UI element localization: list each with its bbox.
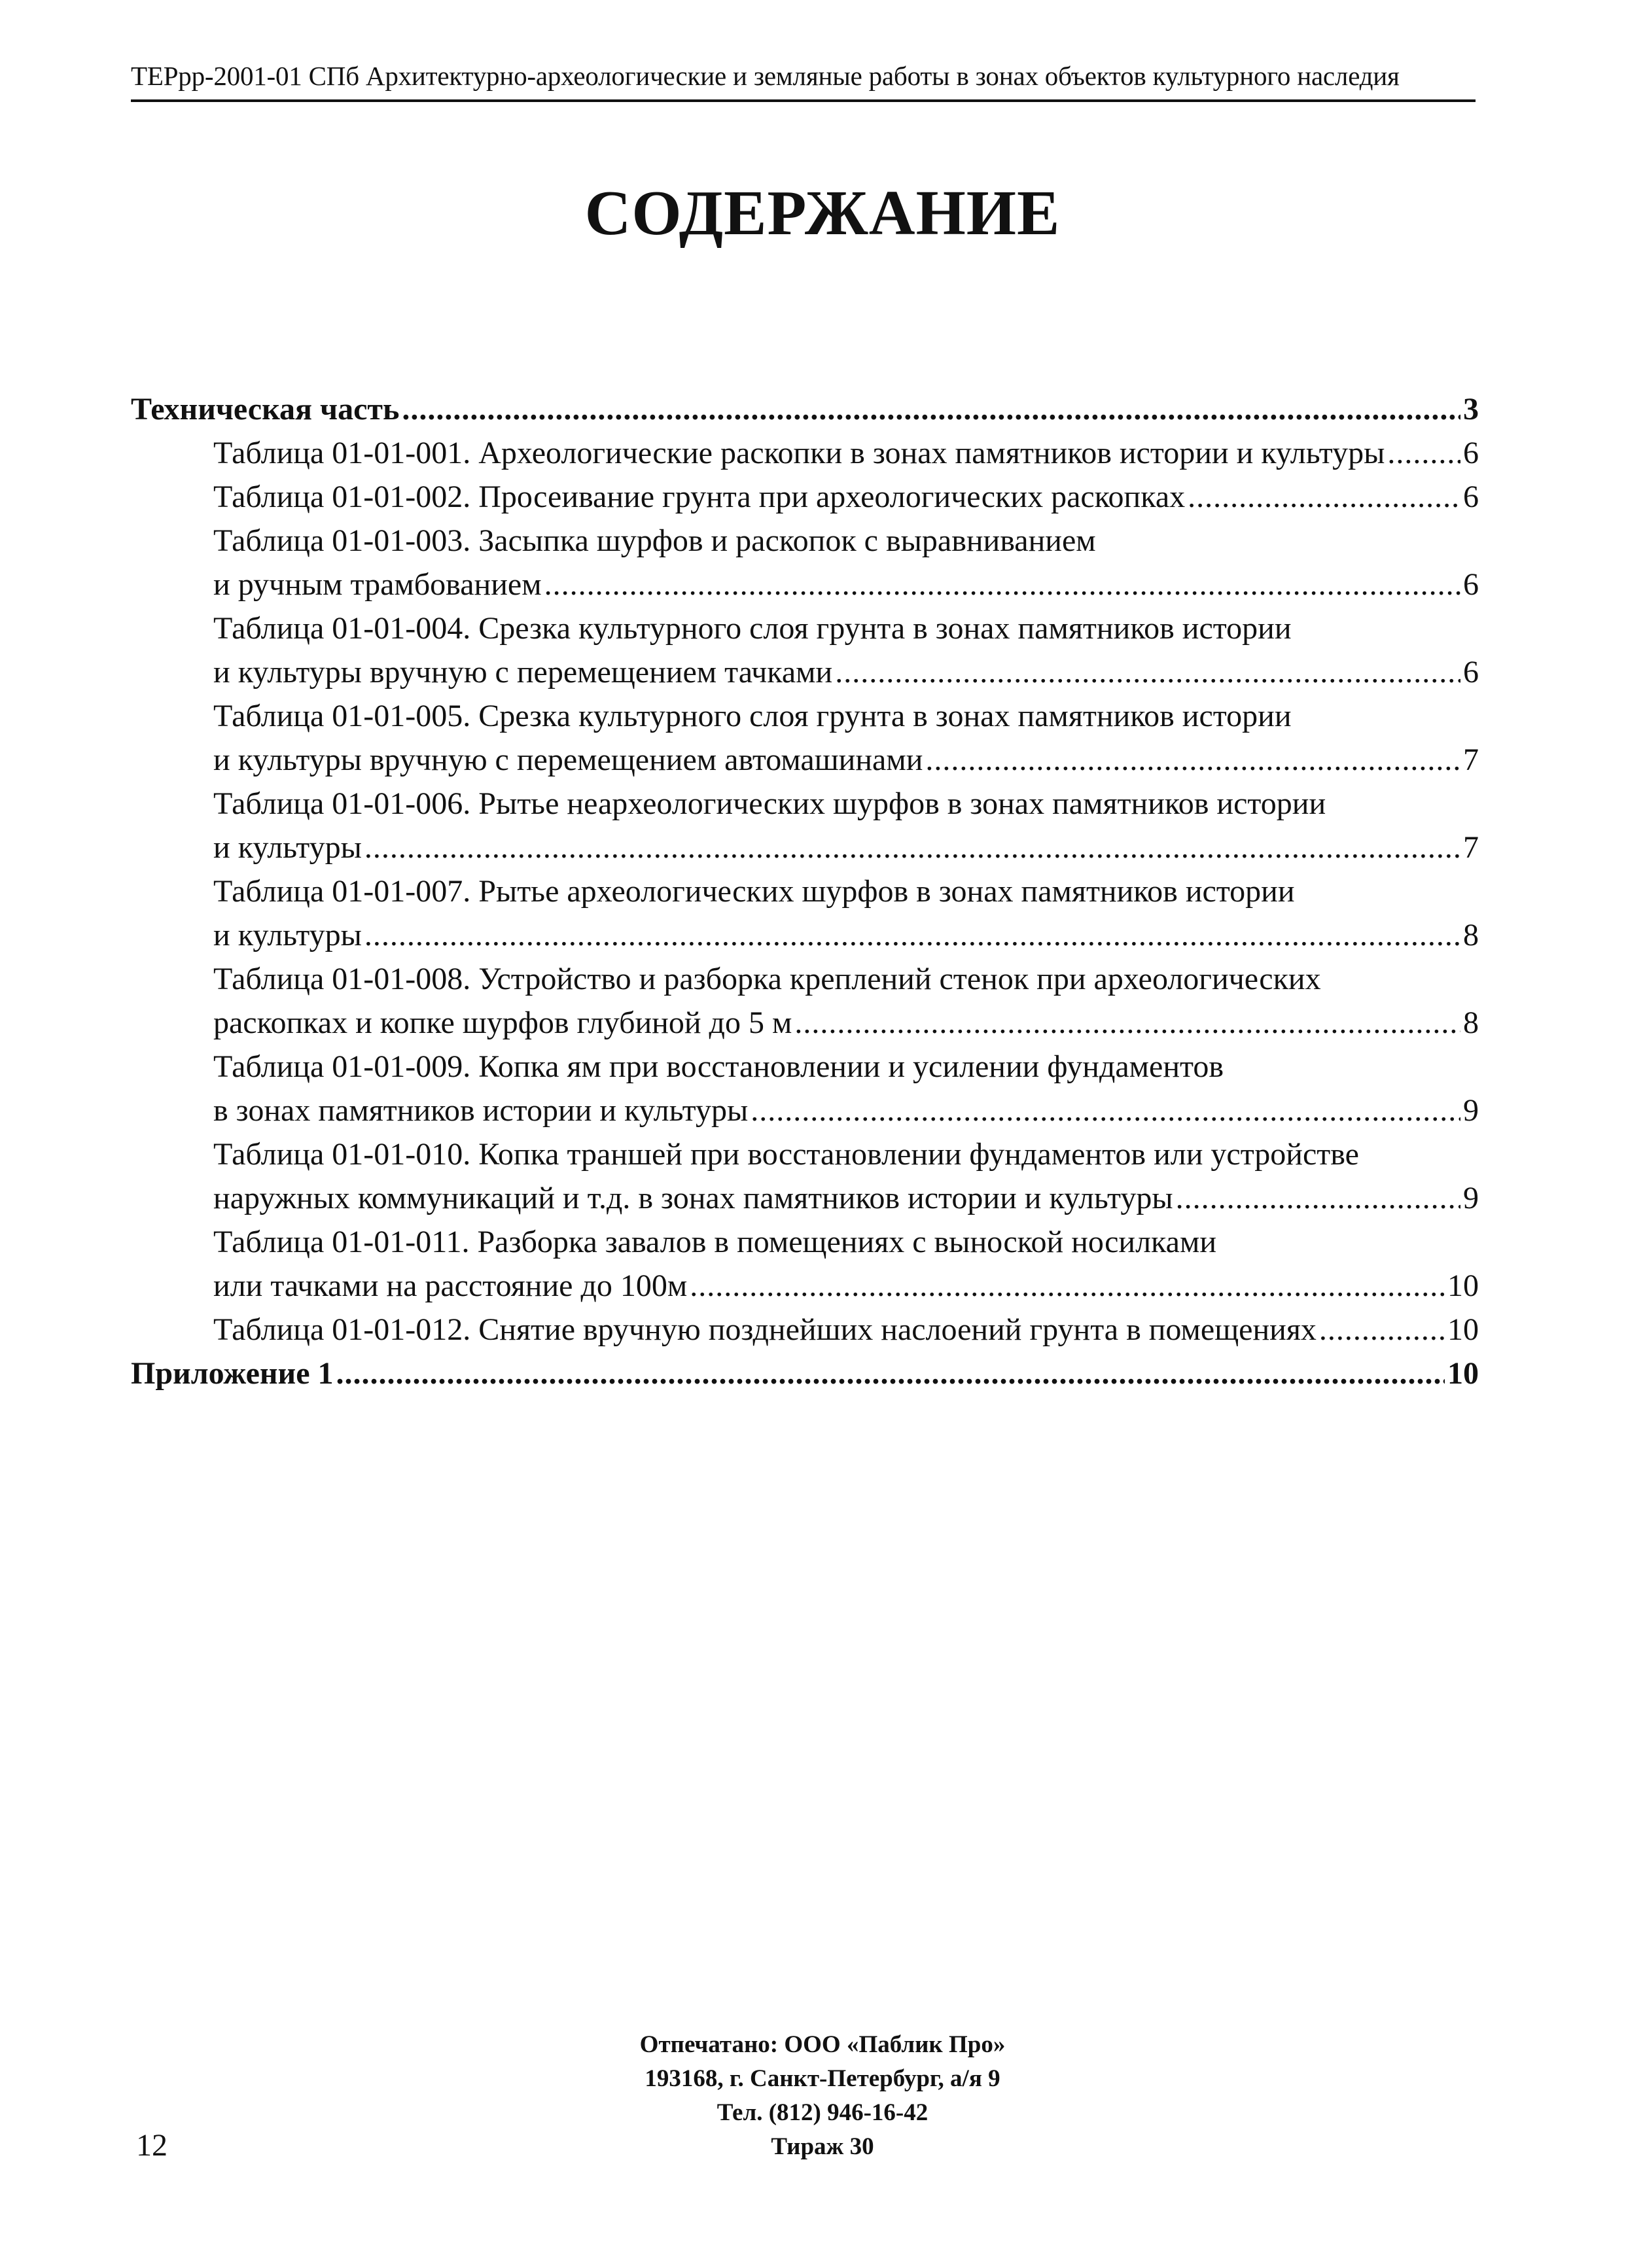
toc-entry-label: Таблица 01-01-002. Просеивание грунта при археологических раскопках <box>213 480 1186 514</box>
imprint-phone: Тел. (812) 946-16-42 <box>716 2099 929 2126</box>
toc-entry-table-009-line1[interactable] <box>131 1045 1479 1089</box>
leader-dots <box>544 563 1460 606</box>
toc-entry-page: 7 <box>1463 830 1479 865</box>
toc-entry-page: 3 <box>1463 392 1479 427</box>
toc-entry-page: 9 <box>1463 1181 1479 1215</box>
toc-entry-table-005-line2[interactable] <box>131 738 1479 782</box>
toc-entry-page: 9 <box>1463 1093 1479 1128</box>
toc-entry-table-003-line1[interactable] <box>131 519 1479 563</box>
toc-entry-label: Таблица 01-01-006. Рытье неархеологических шурфов в зонах памятников истории <box>213 786 1326 821</box>
toc-entry-table-005-line1[interactable] <box>131 694 1479 738</box>
toc-entry-page: 10 <box>1447 1312 1479 1347</box>
toc-entry-table-010-line1[interactable] <box>131 1132 1479 1176</box>
toc-entry-table-002[interactable] <box>131 475 1479 519</box>
toc-entry-page: 8 <box>1463 1005 1479 1040</box>
toc-entry-label: Приложение 1 <box>131 1356 334 1391</box>
toc-entry-appendix-1[interactable] <box>131 1352 1479 1395</box>
leader-dots <box>1387 431 1460 475</box>
leader-dots <box>364 913 1460 957</box>
page-title: СОДЕРЖАНИЕ <box>584 178 1061 249</box>
toc-entry-table-009-line2[interactable] <box>131 1089 1479 1132</box>
toc-entry-page: 6 <box>1463 436 1479 470</box>
toc-entry-label: Таблица 01-01-009. Копка ям при восстановлении и усилении фундаментов <box>213 1049 1224 1084</box>
leader-dots <box>402 387 1460 431</box>
toc-entry-page: 10 <box>1447 1356 1479 1391</box>
page-number: 12 <box>136 2128 168 2163</box>
toc-entry-label: наружных коммуникаций и т.д. в зонах памятников истории и культуры <box>213 1181 1173 1215</box>
toc-entry-table-003-line2[interactable] <box>131 563 1479 606</box>
toc-entry-table-008-line1[interactable] <box>131 957 1479 1001</box>
toc-entry-label: раскопках и копке шурфов глубиной до 5 м <box>213 1005 792 1040</box>
toc-entry-page: 7 <box>1463 742 1479 777</box>
toc-entry-table-008-line2[interactable] <box>131 1001 1479 1045</box>
toc-entry-table-012[interactable] <box>131 1308 1479 1352</box>
toc-entry-page: 8 <box>1463 918 1479 952</box>
leader-dots <box>1319 1308 1445 1352</box>
toc-entry-table-006-line2[interactable] <box>131 826 1479 869</box>
toc-entry-table-007-line2[interactable] <box>131 913 1479 957</box>
imprint-printer: Отпечатано: ООО «Паблик Про» <box>639 2031 1006 2058</box>
toc-entry-label: и культуры вручную с перемещением тачками <box>213 655 833 689</box>
running-header: ТЕРрр-2001-01 СПб Архитектурно-археологические и земляные работы в зонах объектов культурного наследия <box>131 61 1400 91</box>
toc-entry-table-007-line1[interactable] <box>131 869 1479 913</box>
toc-entry-table-004-line1[interactable] <box>131 606 1479 650</box>
toc-entry-label: и культуры вручную с перемещением автомашинами <box>213 742 923 777</box>
toc-entry-label: Таблица 01-01-005. Срезка культурного слоя грунта в зонах памятников истории <box>213 699 1292 733</box>
toc-entry-label: и ручным трамбованием <box>213 567 542 602</box>
toc-entry-page: 6 <box>1463 567 1479 602</box>
imprint-block <box>0 2028 1645 2164</box>
toc-entry-label: или тачками на расстояние до 100м <box>213 1268 688 1303</box>
leader-dots <box>794 1001 1460 1045</box>
toc-entry-table-010-line2[interactable] <box>131 1176 1479 1220</box>
toc-entry-label: и культуры <box>213 918 362 952</box>
header-rule <box>131 99 1476 102</box>
leader-dots <box>925 738 1460 782</box>
toc-entry-label: в зонах памятников истории и культуры <box>213 1093 749 1128</box>
toc-entry-label: и культуры <box>213 830 362 865</box>
toc-entry-page: 6 <box>1463 480 1479 514</box>
toc-entry-table-011-line2[interactable] <box>131 1264 1479 1308</box>
leader-dots <box>336 1352 1445 1395</box>
toc-entry-table-011-line1[interactable] <box>131 1220 1479 1264</box>
toc-entry-label: Таблица 01-01-004. Срезка культурного слоя грунта в зонах памятников истории <box>213 611 1292 646</box>
toc-entry-page: 6 <box>1463 655 1479 689</box>
toc-entry-table-004-line2[interactable] <box>131 650 1479 694</box>
toc-entry-label: Таблица 01-01-001. Археологические раскопки в зонах памятников истории и культуры <box>213 436 1385 470</box>
leader-dots <box>1188 475 1460 519</box>
toc-entry-page: 10 <box>1447 1268 1479 1303</box>
toc-entry-label: Таблица 01-01-010. Копка траншей при восстановлении фундаментов или устройстве <box>213 1137 1359 1172</box>
toc-entry-label: Таблица 01-01-003. Засыпка шурфов и раскопок с выравниванием <box>213 523 1096 558</box>
toc-entry-label: Таблица 01-01-012. Снятие вручную позднейших наслоений грунта в помещениях <box>213 1312 1317 1347</box>
toc-entry-table-006-line1[interactable] <box>131 782 1479 826</box>
leader-dots <box>690 1264 1445 1308</box>
table-of-contents <box>131 387 1479 1395</box>
toc-entry-table-001[interactable] <box>131 431 1479 475</box>
leader-dots <box>835 650 1460 694</box>
toc-entry-label: Техническая часть <box>131 392 400 427</box>
imprint-address: 193168, г. Санкт-Петербург, а/я 9 <box>645 2065 1000 2092</box>
toc-entry-label: Таблица 01-01-007. Рытье археологических шурфов в зонах памятников истории <box>213 874 1295 909</box>
toc-entry-technical-part[interactable] <box>131 387 1479 431</box>
toc-entry-label: Таблица 01-01-011. Разборка завалов в помещениях с выноской носилками <box>213 1225 1216 1259</box>
imprint-print-run: Тираж 30 <box>771 2133 874 2160</box>
leader-dots <box>1176 1176 1460 1220</box>
leader-dots <box>364 826 1460 869</box>
toc-entry-label: Таблица 01-01-008. Устройство и разборка креплений стенок при археологических <box>213 962 1321 996</box>
leader-dots <box>751 1089 1460 1132</box>
